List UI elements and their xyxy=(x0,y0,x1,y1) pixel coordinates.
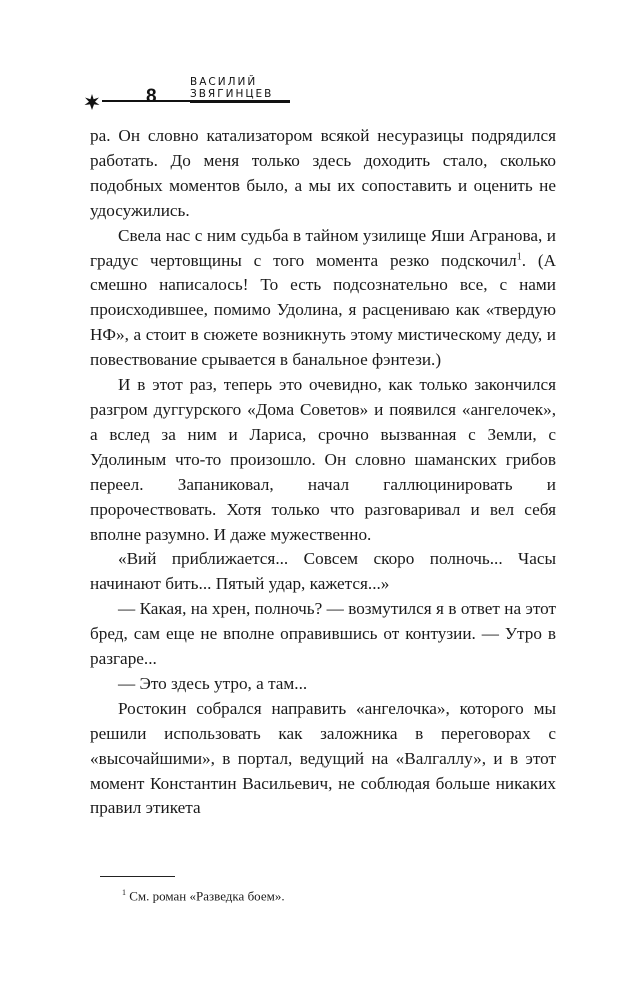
footnote-mark: 1 xyxy=(122,888,126,897)
paragraph-2 xyxy=(90,224,556,373)
paragraph-4: «Вий приближается... Совсем скоро полночь... Часы начинают бить... Пятый удар, кажется...» xyxy=(90,549,556,594)
paragraph-3: И в этот раз, теперь это очевидно, как только закончился разгром дуггурского «Дома Советов» и появился «ангелочек», а вслед за ним и Лариса, срочно вызванная с Земли, с Удолиным что-то произошло. Он словно шаманских грибов переел. Запаниковал, начал галлюцинировать и пророчествовать. Хотя только что разговаривал и вел себя вполне разумно. И даже мужественно. xyxy=(90,375,556,544)
paragraph-2-text-cont: . (А смешно написалось! То есть подсознательно все, с нами происходившее, помимо Удолина, я расцениваю как «твердую НФ», а стоит в сюжете возникнуть этому мистическому деду, и повествование срывается в банальное фэнтези.) xyxy=(90,250,556,370)
footnote-reference[interactable]: 1 xyxy=(516,250,522,262)
footnote-divider xyxy=(100,876,175,877)
footnote xyxy=(122,885,542,904)
page-number: 8 xyxy=(146,86,157,107)
paragraph-7: Ростокин собрался направить «ангелочка», которого мы решили использовать как заложника в переговорах с «высочайшими», в портал, ведущий на «Валгаллу», и в этот момент Константин Васильевич, не соблюдая больше никаких правил этикета xyxy=(90,698,556,818)
body-text xyxy=(90,124,556,821)
paragraph-2-text: Свела нас с ним судьба в тайном узилище Яши Агранова, и градус чертовщины с того момента резко подскочил xyxy=(90,225,556,270)
header-rule-right xyxy=(190,100,290,103)
paragraph-5: — Какая, на хрен, полночь? — возмутился я в ответ на этот бред, сам еще не вполне оправившись от контузии. — Утро в разгаре... xyxy=(90,599,556,669)
running-title: ВАСИЛИЙ ЗВЯГИНЦЕВ xyxy=(190,76,274,100)
paragraph-6: — Это здесь утро, а там... xyxy=(118,673,308,693)
paragraph-1: ра. Он словно катализатором всякой несуразицы подрядился работать. До меня только здесь доходить стало, сколько подобных моментов было, а мы их сопоставить и оценить не удосужились. xyxy=(90,126,556,220)
star-ornament-icon xyxy=(84,94,100,110)
footnote-text: См. роман «Разведка боем». xyxy=(126,888,285,904)
page-header xyxy=(84,78,324,114)
